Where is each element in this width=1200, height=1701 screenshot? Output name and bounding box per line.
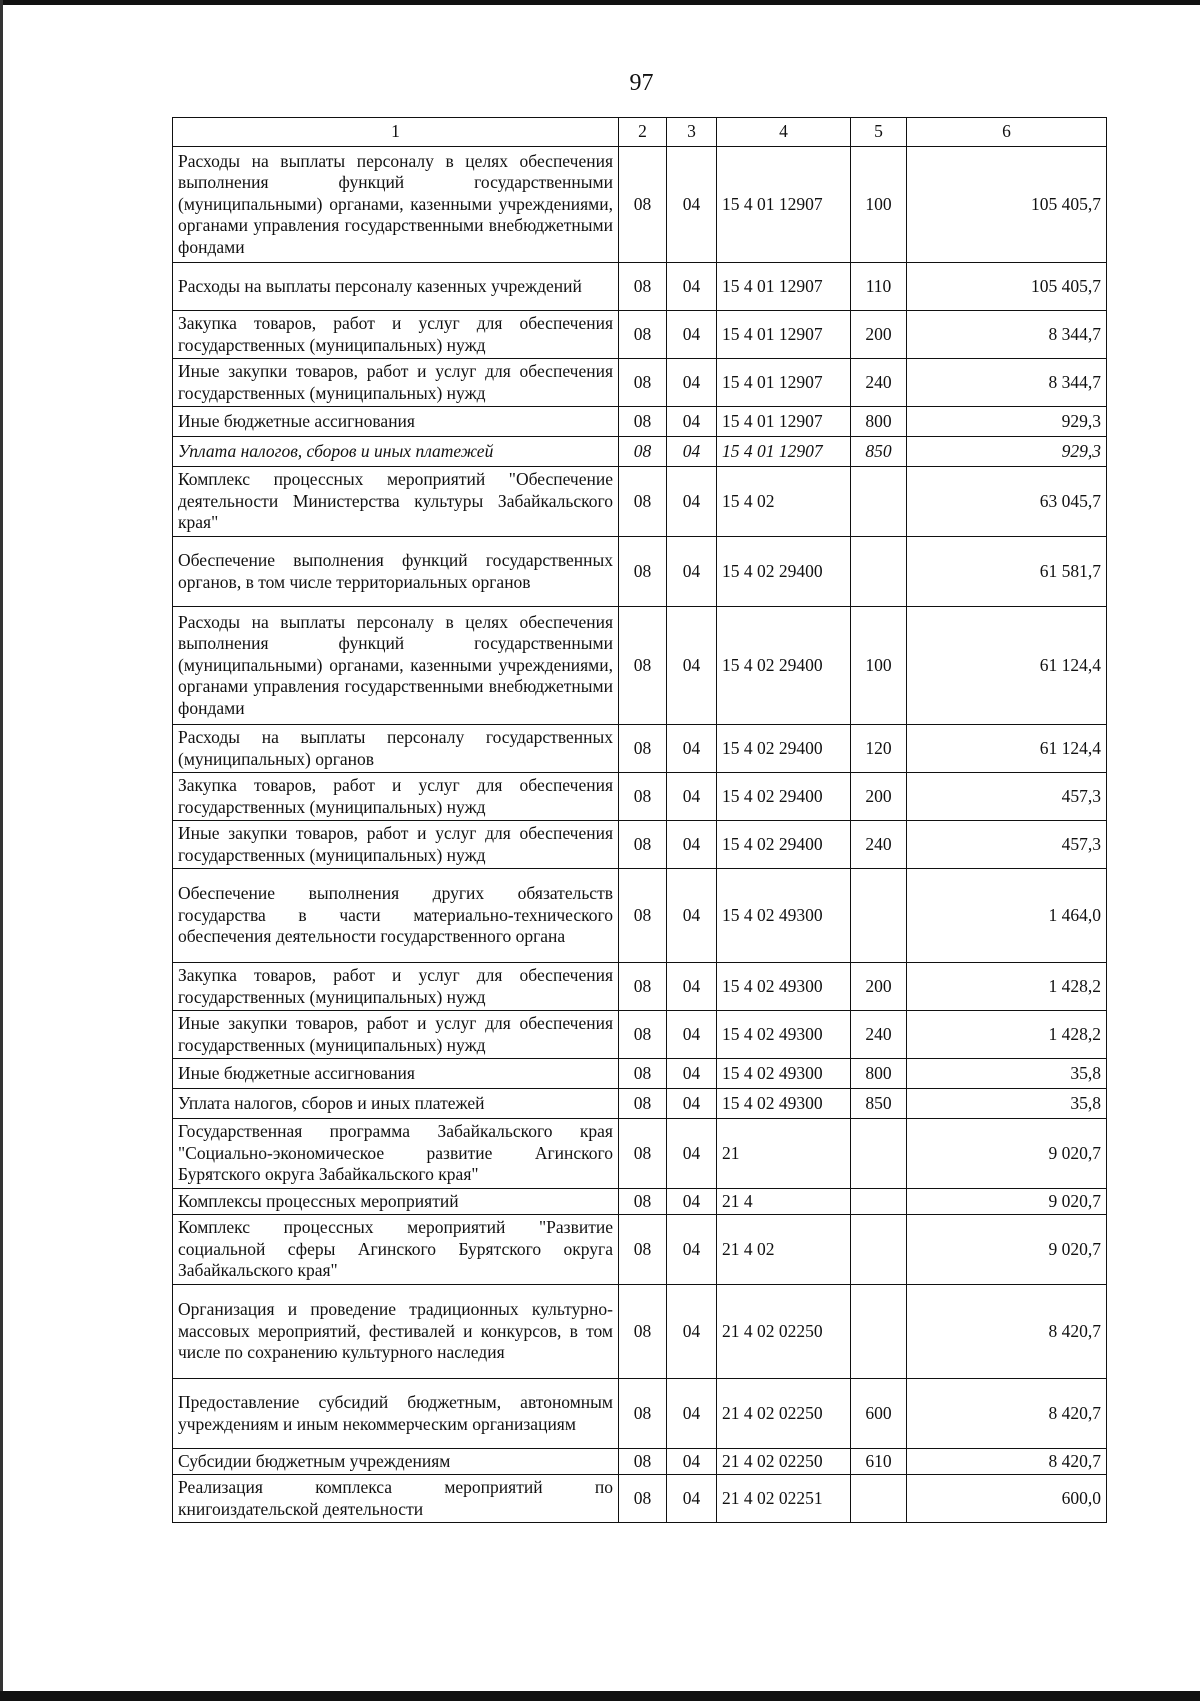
row-section-cell: 08 — [619, 773, 667, 821]
row-name-cell: Предоставление субсидий бюджетным, автономным учреждениям и иным некоммерческим организациям — [173, 1379, 619, 1449]
row-amount-cell: 63 045,7 — [907, 467, 1107, 537]
row-expense-type-cell: 120 — [851, 725, 907, 773]
row-name-cell: Расходы на выплаты персоналу в целях обеспечения выполнения функций государственными (муниципальными) органами, казенными учреждениями, органами управления государственными внебюджетными фондами — [173, 147, 619, 263]
table-row — [173, 1215, 1107, 1285]
row-target-code-cell: 15 4 02 49300 — [717, 963, 851, 1011]
row-section-cell: 08 — [619, 467, 667, 537]
row-target-code-cell: 15 4 01 12907 — [717, 407, 851, 437]
table-row — [173, 607, 1107, 725]
row-subsection-cell: 04 — [667, 537, 717, 607]
header-col-6: 6 — [907, 118, 1107, 147]
page-frame-left — [0, 0, 3, 1701]
table-row — [173, 1285, 1107, 1379]
row-subsection-cell: 04 — [667, 869, 717, 963]
row-amount-cell: 1 428,2 — [907, 1011, 1107, 1059]
row-amount-cell: 457,3 — [907, 821, 1107, 869]
table-row — [173, 869, 1107, 963]
row-target-code-cell: 15 4 02 49300 — [717, 869, 851, 963]
row-expense-type-cell: 850 — [851, 1089, 907, 1119]
row-section-cell: 08 — [619, 1475, 667, 1523]
row-name-cell: Уплата налогов, сборов и иных платежей — [173, 1089, 619, 1119]
row-amount-cell: 8 344,7 — [907, 311, 1107, 359]
row-expense-type-cell: 800 — [851, 407, 907, 437]
row-subsection-cell: 04 — [667, 1449, 717, 1475]
table-row — [173, 1449, 1107, 1475]
row-expense-type-cell — [851, 1285, 907, 1379]
row-expense-type-cell — [851, 537, 907, 607]
table-row — [173, 725, 1107, 773]
row-amount-cell: 1 464,0 — [907, 869, 1107, 963]
row-target-code-cell: 21 4 02 — [717, 1215, 851, 1285]
row-target-code-cell: 15 4 02 49300 — [717, 1059, 851, 1089]
row-amount-cell: 8 344,7 — [907, 359, 1107, 407]
table-row — [173, 359, 1107, 407]
header-col-5: 5 — [851, 118, 907, 147]
row-amount-cell: 929,3 — [907, 437, 1107, 467]
header-col-2: 2 — [619, 118, 667, 147]
row-target-code-cell: 15 4 01 12907 — [717, 437, 851, 467]
row-section-cell: 08 — [619, 1011, 667, 1059]
row-target-code-cell: 15 4 01 12907 — [717, 311, 851, 359]
row-amount-cell: 61 124,4 — [907, 725, 1107, 773]
row-expense-type-cell: 610 — [851, 1449, 907, 1475]
table-row — [173, 407, 1107, 437]
row-amount-cell: 61 581,7 — [907, 537, 1107, 607]
row-subsection-cell: 04 — [667, 1059, 717, 1089]
row-section-cell: 08 — [619, 359, 667, 407]
row-subsection-cell: 04 — [667, 359, 717, 407]
row-section-cell: 08 — [619, 869, 667, 963]
row-expense-type-cell: 850 — [851, 437, 907, 467]
table-body — [173, 147, 1107, 1523]
row-section-cell: 08 — [619, 607, 667, 725]
row-target-code-cell: 15 4 01 12907 — [717, 263, 851, 311]
table-row — [173, 1119, 1107, 1189]
row-subsection-cell: 04 — [667, 607, 717, 725]
row-section-cell: 08 — [619, 1189, 667, 1215]
row-expense-type-cell — [851, 1215, 907, 1285]
row-amount-cell: 9 020,7 — [907, 1215, 1107, 1285]
row-expense-type-cell: 200 — [851, 311, 907, 359]
row-name-cell: Закупка товаров, работ и услуг для обеспечения государственных (муниципальных) нужд — [173, 773, 619, 821]
row-target-code-cell: 15 4 01 12907 — [717, 147, 851, 263]
table-row — [173, 1189, 1107, 1215]
row-expense-type-cell — [851, 1475, 907, 1523]
page-frame-bottom — [0, 1691, 1200, 1701]
row-amount-cell: 9 020,7 — [907, 1189, 1107, 1215]
row-subsection-cell: 04 — [667, 1379, 717, 1449]
row-subsection-cell: 04 — [667, 311, 717, 359]
row-name-cell: Расходы на выплаты персоналу в целях обеспечения выполнения функций государственными (муниципальными) органами, казенными учреждениями, органами управления государственными внебюджетными фондами — [173, 607, 619, 725]
table-row — [173, 773, 1107, 821]
table-row — [173, 821, 1107, 869]
row-section-cell: 08 — [619, 1059, 667, 1089]
row-section-cell: 08 — [619, 311, 667, 359]
row-name-cell: Организация и проведение традиционных культурно-массовых мероприятий, фестивалей и конкурсов, в том числе по сохранению культурного наследия — [173, 1285, 619, 1379]
row-section-cell: 08 — [619, 1119, 667, 1189]
row-amount-cell: 929,3 — [907, 407, 1107, 437]
row-subsection-cell: 04 — [667, 1285, 717, 1379]
row-name-cell: Закупка товаров, работ и услуг для обеспечения государственных (муниципальных) нужд — [173, 311, 619, 359]
row-name-cell: Иные закупки товаров, работ и услуг для обеспечения государственных (муниципальных) нужд — [173, 1011, 619, 1059]
row-target-code-cell: 15 4 02 — [717, 467, 851, 537]
header-row — [173, 118, 1107, 147]
row-amount-cell: 9 020,7 — [907, 1119, 1107, 1189]
row-subsection-cell: 04 — [667, 467, 717, 537]
row-section-cell: 08 — [619, 437, 667, 467]
row-expense-type-cell: 100 — [851, 607, 907, 725]
row-section-cell: 08 — [619, 407, 667, 437]
row-expense-type-cell: 100 — [851, 147, 907, 263]
row-amount-cell: 105 405,7 — [907, 263, 1107, 311]
row-section-cell: 08 — [619, 1215, 667, 1285]
row-subsection-cell: 04 — [667, 725, 717, 773]
table-row — [173, 1379, 1107, 1449]
row-expense-type-cell: 600 — [851, 1379, 907, 1449]
row-amount-cell: 457,3 — [907, 773, 1107, 821]
row-expense-type-cell — [851, 1119, 907, 1189]
row-target-code-cell: 15 4 02 29400 — [717, 821, 851, 869]
table-row — [173, 311, 1107, 359]
row-name-cell: Субсидии бюджетным учреждениям — [173, 1449, 619, 1475]
row-target-code-cell: 21 4 02 02250 — [717, 1449, 851, 1475]
row-subsection-cell: 04 — [667, 1475, 717, 1523]
budget-table — [172, 117, 1107, 1523]
table-row — [173, 1089, 1107, 1119]
table-header — [173, 118, 1107, 147]
row-target-code-cell: 21 4 02 02251 — [717, 1475, 851, 1523]
row-expense-type-cell: 200 — [851, 963, 907, 1011]
table-row — [173, 1059, 1107, 1089]
row-expense-type-cell: 110 — [851, 263, 907, 311]
header-col-4: 4 — [717, 118, 851, 147]
header-col-1: 1 — [173, 118, 619, 147]
row-target-code-cell: 15 4 02 29400 — [717, 537, 851, 607]
row-expense-type-cell — [851, 467, 907, 537]
row-target-code-cell: 15 4 02 29400 — [717, 725, 851, 773]
row-section-cell: 08 — [619, 1449, 667, 1475]
row-expense-type-cell: 240 — [851, 359, 907, 407]
row-subsection-cell: 04 — [667, 773, 717, 821]
row-amount-cell: 1 428,2 — [907, 963, 1107, 1011]
table-row — [173, 963, 1107, 1011]
row-subsection-cell: 04 — [667, 263, 717, 311]
row-section-cell: 08 — [619, 1089, 667, 1119]
row-name-cell: Государственная программа Забайкальского края "Социально-экономическое развитие Агинского Бурятского округа Забайкальского края" — [173, 1119, 619, 1189]
row-expense-type-cell: 800 — [851, 1059, 907, 1089]
row-subsection-cell: 04 — [667, 1119, 717, 1189]
row-target-code-cell: 15 4 02 49300 — [717, 1089, 851, 1119]
page-number: 97 — [629, 70, 654, 96]
row-name-cell: Комплексы процессных мероприятий — [173, 1189, 619, 1215]
row-amount-cell: 105 405,7 — [907, 147, 1107, 263]
row-expense-type-cell — [851, 869, 907, 963]
row-name-cell: Обеспечение выполнения функций государственных органов, в том числе территориальных органов — [173, 537, 619, 607]
row-subsection-cell: 04 — [667, 1215, 717, 1285]
row-name-cell: Расходы на выплаты персоналу государственных (муниципальных) органов — [173, 725, 619, 773]
header-col-3: 3 — [667, 118, 717, 147]
row-subsection-cell: 04 — [667, 821, 717, 869]
row-name-cell: Расходы на выплаты персоналу казенных учреждений — [173, 263, 619, 311]
row-name-cell: Комплекс процессных мероприятий "Обеспечение деятельности Министерства культуры Забайкальского края" — [173, 467, 619, 537]
row-subsection-cell: 04 — [667, 147, 717, 263]
table-row — [173, 263, 1107, 311]
page-frame-top — [0, 0, 1200, 5]
row-section-cell: 08 — [619, 147, 667, 263]
row-subsection-cell: 04 — [667, 1011, 717, 1059]
table-row — [173, 1475, 1107, 1523]
row-name-cell: Иные закупки товаров, работ и услуг для обеспечения государственных (муниципальных) нужд — [173, 821, 619, 869]
row-subsection-cell: 04 — [667, 407, 717, 437]
row-target-code-cell: 15 4 01 12907 — [717, 359, 851, 407]
row-name-cell: Иные бюджетные ассигнования — [173, 407, 619, 437]
row-amount-cell: 8 420,7 — [907, 1449, 1107, 1475]
row-target-code-cell: 21 — [717, 1119, 851, 1189]
row-expense-type-cell: 240 — [851, 1011, 907, 1059]
row-amount-cell: 61 124,4 — [907, 607, 1107, 725]
row-expense-type-cell: 240 — [851, 821, 907, 869]
row-amount-cell: 8 420,7 — [907, 1379, 1107, 1449]
row-target-code-cell: 15 4 02 29400 — [717, 607, 851, 725]
row-section-cell: 08 — [619, 1379, 667, 1449]
row-target-code-cell: 21 4 — [717, 1189, 851, 1215]
row-subsection-cell: 04 — [667, 963, 717, 1011]
row-target-code-cell: 21 4 02 02250 — [717, 1285, 851, 1379]
row-name-cell: Комплекс процессных мероприятий "Развитие социальной сферы Агинского Бурятского округа Забайкальского края" — [173, 1215, 619, 1285]
row-amount-cell: 35,8 — [907, 1059, 1107, 1089]
row-amount-cell: 35,8 — [907, 1089, 1107, 1119]
row-name-cell: Обеспечение выполнения других обязательств государства в части материально-технического обеспечения деятельности государственного органа — [173, 869, 619, 963]
row-name-cell: Закупка товаров, работ и услуг для обеспечения государственных (муниципальных) нужд — [173, 963, 619, 1011]
row-name-cell: Уплата налогов, сборов и иных платежей — [173, 437, 619, 467]
row-target-code-cell: 15 4 02 29400 — [717, 773, 851, 821]
table-row — [173, 147, 1107, 263]
row-amount-cell: 600,0 — [907, 1475, 1107, 1523]
row-section-cell: 08 — [619, 821, 667, 869]
row-expense-type-cell: 200 — [851, 773, 907, 821]
row-subsection-cell: 04 — [667, 437, 717, 467]
row-name-cell: Иные закупки товаров, работ и услуг для обеспечения государственных (муниципальных) нужд — [173, 359, 619, 407]
row-subsection-cell: 04 — [667, 1189, 717, 1215]
table-row — [173, 437, 1107, 467]
row-name-cell: Иные бюджетные ассигнования — [173, 1059, 619, 1089]
row-section-cell: 08 — [619, 725, 667, 773]
row-amount-cell: 8 420,7 — [907, 1285, 1107, 1379]
row-section-cell: 08 — [619, 1285, 667, 1379]
row-target-code-cell: 15 4 02 49300 — [717, 1011, 851, 1059]
table-row — [173, 1011, 1107, 1059]
row-section-cell: 08 — [619, 963, 667, 1011]
row-name-cell: Реализация комплекса мероприятий по книгоиздательской деятельности — [173, 1475, 619, 1523]
table-row — [173, 537, 1107, 607]
row-subsection-cell: 04 — [667, 1089, 717, 1119]
row-target-code-cell: 21 4 02 02250 — [717, 1379, 851, 1449]
row-section-cell: 08 — [619, 537, 667, 607]
table-row — [173, 467, 1107, 537]
row-expense-type-cell — [851, 1189, 907, 1215]
row-section-cell: 08 — [619, 263, 667, 311]
